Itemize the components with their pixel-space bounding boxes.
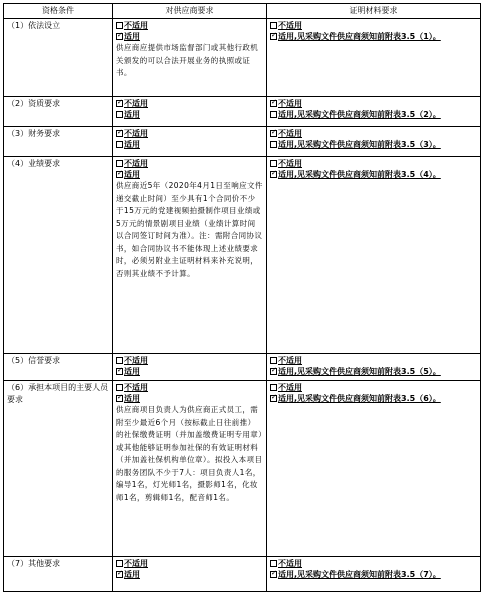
mat_opts-option-label: 不适用 — [278, 559, 302, 568]
table-row — [4, 157, 481, 354]
req_opts-option-label: 适用 — [124, 367, 140, 376]
req_opts-option — [116, 109, 263, 120]
mat_opts-option-label: 适用,见采购文件供应商须知前附表3.5（4）。 — [278, 170, 441, 179]
req_opts-option-label: 不适用 — [124, 383, 148, 392]
requirement-description: 供应商近5年（2020年4月1日至响应文件递交截止时间）至少具有1个合同价不少于15万元的党建视频拍摄制作项目业绩或5万元的情景剧项目业绩（业绩计算时间以合同签订时间为准）。注：需附合同协议书，如合同协议书不能体现上述业绩要求时，必须另附业主证明材料来补充说明，否则其业绩不予计算。 — [116, 181, 263, 278]
proof-material-cell — [267, 97, 481, 127]
qualification-table — [3, 3, 481, 592]
table-row — [4, 557, 481, 592]
req_opts-option — [116, 128, 263, 139]
unchecked-checkbox-icon[interactable] — [270, 160, 277, 167]
mat_opts-option-label: 适用,见采购文件供应商须知前附表3.5（6）。 — [278, 394, 441, 403]
unchecked-checkbox-icon[interactable] — [270, 560, 277, 567]
mat_opts-option — [270, 158, 477, 169]
proof-material-cell — [267, 557, 481, 592]
req_opts-option — [116, 169, 263, 180]
checked-checkbox-icon[interactable] — [270, 33, 277, 40]
req_opts-option-label: 不适用 — [124, 129, 148, 138]
requirement-cell — [113, 381, 267, 557]
unchecked-checkbox-icon[interactable] — [270, 22, 277, 29]
unchecked-checkbox-icon[interactable] — [116, 111, 123, 118]
mat_opts-option — [270, 569, 477, 580]
requirement-cell — [113, 127, 267, 157]
req_opts-option — [116, 393, 263, 404]
req_opts-option — [116, 158, 263, 169]
mat_opts-option — [270, 393, 477, 404]
req_opts-option — [116, 355, 263, 366]
header-condition: 资格条件 — [4, 4, 113, 19]
mat_opts-option-label: 不适用 — [278, 159, 302, 168]
condition-cell: （5）信誉要求 — [4, 354, 113, 381]
mat_opts-option-label: 适用,见采购文件供应商须知前附表3.5（1）。 — [278, 32, 441, 41]
requirement-cell — [113, 354, 267, 381]
checked-checkbox-icon[interactable] — [270, 395, 277, 402]
checked-checkbox-icon[interactable] — [270, 171, 277, 178]
checked-checkbox-icon[interactable] — [270, 100, 277, 107]
requirement-cell — [113, 557, 267, 592]
mat_opts-option-label: 不适用 — [278, 99, 302, 108]
checked-checkbox-icon[interactable] — [116, 33, 123, 40]
proof-material-cell — [267, 157, 481, 354]
mat_opts-option-label: 适用,见采购文件供应商须知前附表3.5（5）。 — [278, 367, 441, 376]
mat_opts-option-label: 不适用 — [278, 129, 302, 138]
condition-cell: （6）承担本项目的主要人员要求 — [4, 381, 113, 557]
table-row — [4, 381, 481, 557]
req_opts-option-label: 适用 — [124, 170, 140, 179]
mat_opts-option — [270, 366, 477, 377]
unchecked-checkbox-icon[interactable] — [270, 111, 277, 118]
req_opts-option — [116, 569, 263, 580]
req_opts-option — [116, 98, 263, 109]
unchecked-checkbox-icon[interactable] — [116, 560, 123, 567]
mat_opts-option-label: 不适用 — [278, 21, 302, 30]
condition-cell: （1）依法设立 — [4, 19, 113, 97]
req_opts-option-label: 适用 — [124, 570, 140, 579]
condition-cell: （3）财务要求 — [4, 127, 113, 157]
mat_opts-option-label: 适用,见采购文件供应商须知前附表3.5（2）。 — [278, 110, 441, 119]
header-row — [4, 4, 481, 19]
mat_opts-option — [270, 109, 477, 120]
req_opts-option — [116, 31, 263, 42]
header-proof-material: 证明材料要求 — [267, 4, 481, 19]
req_opts-option-label: 不适用 — [124, 99, 148, 108]
mat_opts-option-label: 适用,见采购文件供应商须知前附表3.5（3）。 — [278, 140, 441, 149]
requirement-cell — [113, 97, 267, 127]
req_opts-option-label: 不适用 — [124, 356, 148, 365]
checked-checkbox-icon[interactable] — [116, 368, 123, 375]
checked-checkbox-icon[interactable] — [270, 368, 277, 375]
condition-cell: （7）其他要求 — [4, 557, 113, 592]
req_opts-option — [116, 139, 263, 150]
unchecked-checkbox-icon[interactable] — [116, 160, 123, 167]
checked-checkbox-icon[interactable] — [116, 100, 123, 107]
req_opts-option-label: 适用 — [124, 140, 140, 149]
unchecked-checkbox-icon[interactable] — [116, 384, 123, 391]
req_opts-option-label: 不适用 — [124, 21, 148, 30]
checked-checkbox-icon[interactable] — [116, 571, 123, 578]
requirement-cell — [113, 157, 267, 354]
mat_opts-option — [270, 20, 477, 31]
req_opts-option — [116, 558, 263, 569]
req_opts-option-label: 适用 — [124, 110, 140, 119]
condition-cell: （4）业绩要求 — [4, 157, 113, 354]
requirement-description: 供应商应提供市场监督部门或其他行政机关颁发的可以合法开展业务的执照或证书。 — [116, 43, 259, 77]
proof-material-cell — [267, 354, 481, 381]
unchecked-checkbox-icon[interactable] — [116, 357, 123, 364]
req_opts-option-label: 适用 — [124, 394, 140, 403]
table-row — [4, 97, 481, 127]
table-row — [4, 127, 481, 157]
condition-cell: （2）资质要求 — [4, 97, 113, 127]
mat_opts-option-label: 不适用 — [278, 356, 302, 365]
table-row — [4, 19, 481, 97]
mat_opts-option — [270, 98, 477, 109]
proof-material-cell — [267, 127, 481, 157]
req_opts-option-label: 不适用 — [124, 559, 148, 568]
req_opts-option-label: 适用 — [124, 32, 140, 41]
checked-checkbox-icon[interactable] — [270, 571, 277, 578]
checked-checkbox-icon[interactable] — [116, 130, 123, 137]
checked-checkbox-icon[interactable] — [116, 171, 123, 178]
mat_opts-option — [270, 139, 477, 150]
mat_opts-option — [270, 31, 477, 42]
unchecked-checkbox-icon[interactable] — [270, 384, 277, 391]
unchecked-checkbox-icon[interactable] — [116, 22, 123, 29]
mat_opts-option — [270, 128, 477, 139]
mat_opts-option-label: 不适用 — [278, 383, 302, 392]
header-supplier-requirement: 对供应商要求 — [113, 4, 267, 19]
mat_opts-option — [270, 558, 477, 569]
req_opts-option — [116, 366, 263, 377]
proof-material-cell — [267, 381, 481, 557]
req_opts-option — [116, 382, 263, 393]
unchecked-checkbox-icon[interactable] — [116, 141, 123, 148]
proof-material-cell — [267, 19, 481, 97]
unchecked-checkbox-icon[interactable] — [270, 357, 277, 364]
checked-checkbox-icon[interactable] — [116, 395, 123, 402]
mat_opts-option — [270, 382, 477, 393]
req_opts-option-label: 不适用 — [124, 159, 148, 168]
mat_opts-option — [270, 169, 477, 180]
mat_opts-option — [270, 355, 477, 366]
table-row — [4, 354, 481, 381]
requirement-description: 供应商项目负责人为供应商正式员工，需附至少最近6个月（按标截止日往前推）的社保缴费证明（并加盖缴费证明专用章）或其他能够证明参加社保的有效证明材料（并加盖社保机构单位章）。拟投入本项目的服务团队不少于7人：项目负责人1名，编导1名，灯光师1名，摄影师1名，化妆师1名，剪辑师1名，配音师1名。 — [116, 405, 263, 502]
checked-checkbox-icon[interactable] — [270, 130, 277, 137]
req_opts-option — [116, 20, 263, 31]
requirement-cell — [113, 19, 267, 97]
mat_opts-option-label: 适用,见采购文件供应商须知前附表3.5（7）。 — [278, 570, 441, 579]
unchecked-checkbox-icon[interactable] — [270, 141, 277, 148]
